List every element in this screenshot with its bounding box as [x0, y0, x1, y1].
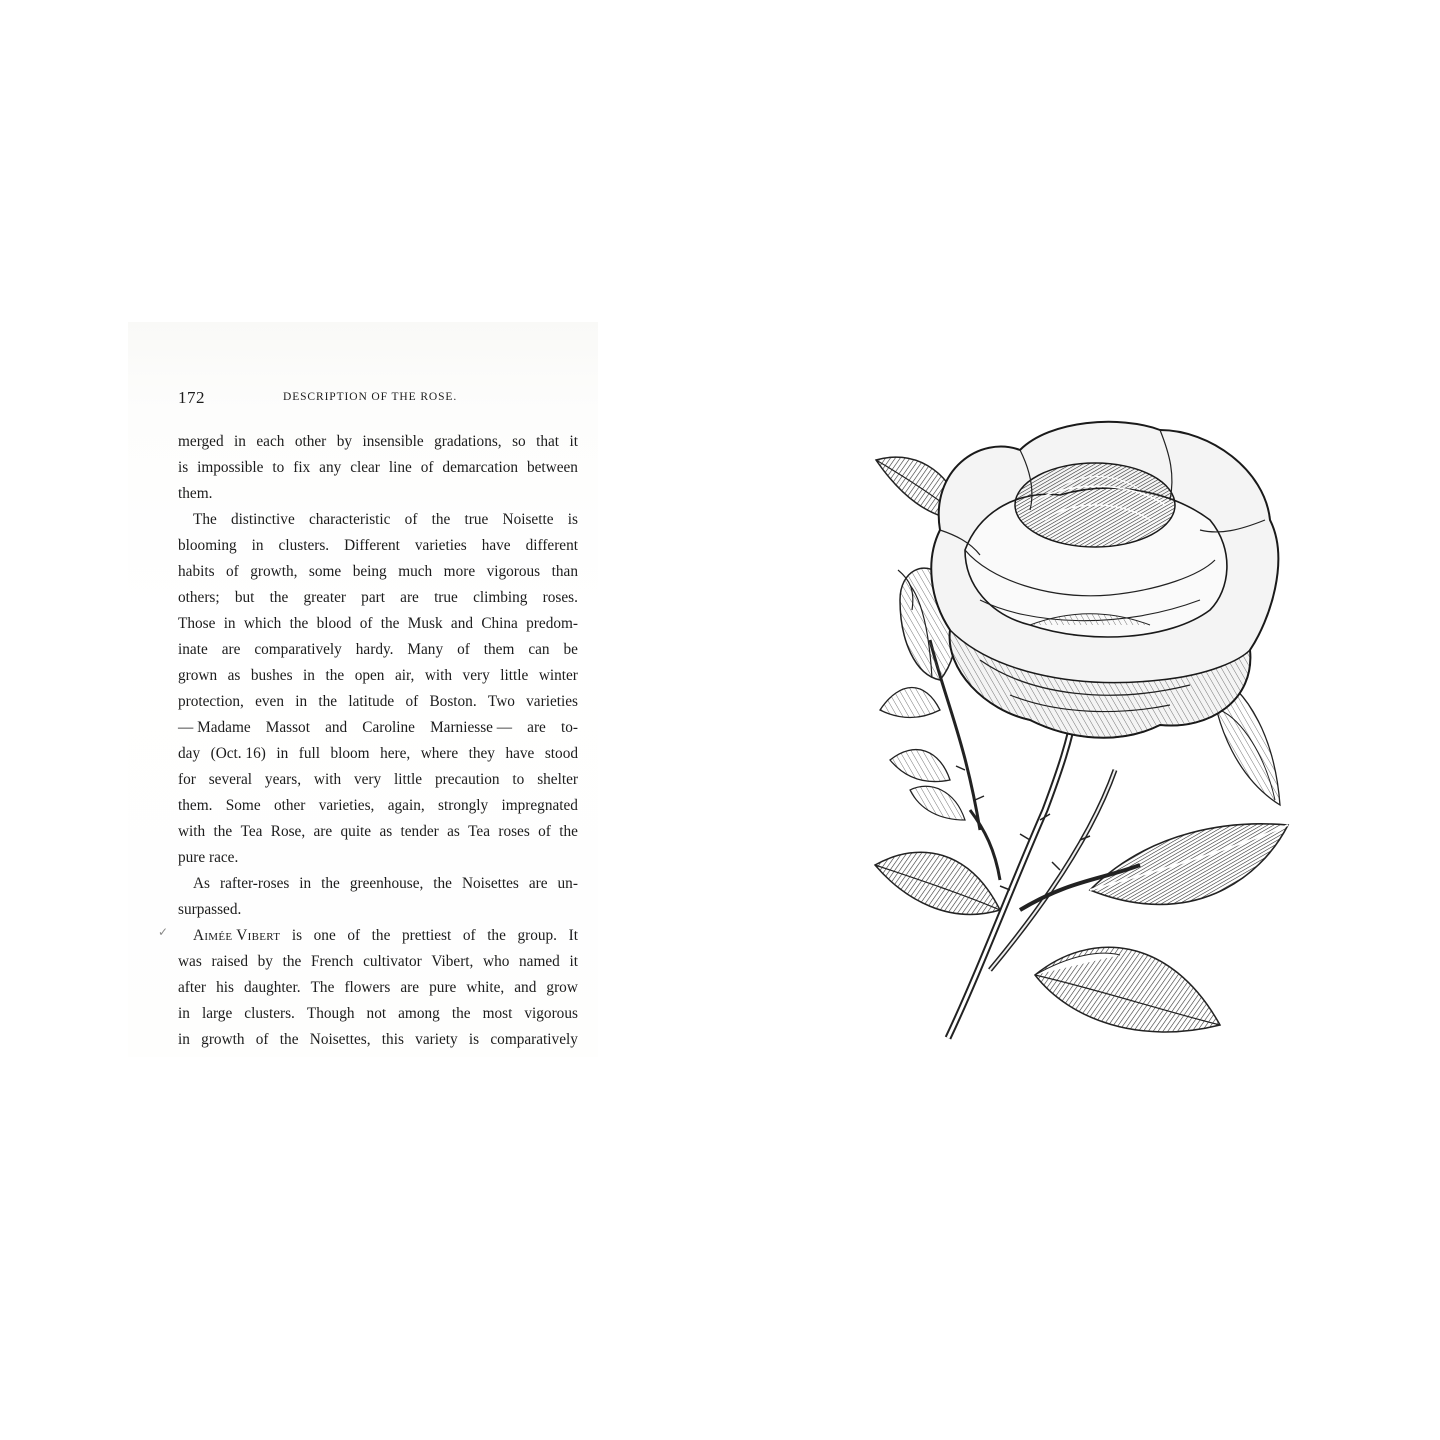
word: (Oct. 16): [210, 745, 266, 762]
text-line: [178, 741, 578, 767]
word: prettiest: [401, 927, 452, 944]
word: in: [234, 433, 246, 450]
text-line: [178, 455, 578, 481]
word: not: [366, 1005, 387, 1022]
text-line: [178, 715, 578, 741]
word: can: [528, 641, 550, 658]
word: blood: [316, 615, 352, 632]
word: of: [359, 615, 373, 632]
word: habits: [178, 563, 215, 580]
word: vigorous: [524, 1005, 578, 1022]
word: after: [178, 979, 207, 996]
word: between: [526, 459, 578, 476]
word: blooming: [178, 537, 237, 554]
word: very: [353, 771, 382, 788]
text-line: [178, 1027, 578, 1053]
text-line: [178, 767, 578, 793]
word: with: [313, 771, 342, 788]
body-text: [178, 429, 578, 1053]
word: air,: [394, 667, 415, 684]
word: merged: [178, 433, 224, 450]
word: the: [289, 615, 309, 632]
text-line: [178, 819, 578, 845]
word: the: [451, 1005, 471, 1022]
word: this: [381, 1031, 404, 1048]
text-line: [178, 923, 578, 949]
text-line: [178, 429, 578, 455]
text-line: [178, 897, 578, 923]
word: some: [308, 563, 342, 580]
word: impregnated: [501, 797, 578, 814]
word: of: [420, 459, 434, 476]
word: is: [468, 1031, 480, 1048]
word: in: [303, 667, 315, 684]
word: The: [193, 511, 217, 528]
word: Many: [407, 641, 444, 658]
word: roses.: [542, 589, 578, 606]
word: the: [325, 667, 345, 684]
word: tender: [400, 823, 439, 840]
text-line: [178, 533, 578, 559]
word: greater: [303, 589, 346, 606]
word: daughter.: [244, 979, 301, 996]
word: insensible: [362, 433, 424, 450]
word: demarcation: [442, 459, 519, 476]
word: day: [178, 745, 201, 762]
word: are: [527, 719, 546, 736]
word: true: [434, 589, 458, 606]
word: being: [352, 563, 387, 580]
word: as: [447, 823, 460, 840]
word: large: [201, 1005, 233, 1022]
word: of: [405, 693, 419, 710]
word: are: [313, 823, 333, 840]
word: cultivator: [363, 953, 422, 970]
word: in: [276, 745, 289, 762]
margin-check-mark: ✓: [158, 925, 169, 939]
word: and: [450, 615, 474, 632]
word: than: [551, 563, 578, 580]
word: them: [483, 641, 515, 658]
word: vigorous: [486, 563, 541, 580]
word: varieties: [526, 693, 578, 710]
word: the: [433, 875, 452, 892]
text-line: [178, 481, 578, 507]
word: more: [443, 563, 476, 580]
word: is: [567, 511, 578, 528]
word: rafter-roses: [219, 875, 290, 892]
word: grow: [546, 979, 578, 996]
word: very: [462, 667, 490, 684]
word: one: [313, 927, 336, 944]
text-line: [178, 559, 578, 585]
word: distinctive: [231, 511, 295, 528]
word: by: [336, 433, 353, 450]
word: Caroline: [362, 719, 415, 736]
word: climbing: [473, 589, 528, 606]
word: have: [505, 745, 535, 762]
word: Noisettes,: [309, 1031, 371, 1048]
word: them.: [178, 485, 213, 502]
word: comparatively: [254, 641, 342, 658]
word: with: [424, 667, 453, 684]
word: Tea: [240, 823, 263, 840]
word: in: [178, 1031, 190, 1048]
word: clear: [350, 459, 380, 476]
word: who: [483, 953, 510, 970]
word: Some: [225, 797, 261, 814]
word: little: [500, 667, 529, 684]
word: Aimée Vibert: [193, 927, 281, 944]
text-line: [178, 793, 578, 819]
word: precaution: [434, 771, 500, 788]
word: any: [319, 459, 342, 476]
word: so: [512, 433, 526, 450]
word: they: [468, 745, 495, 762]
word: hardy.: [355, 641, 394, 658]
word: is: [291, 927, 303, 944]
word: inate: [178, 641, 208, 658]
word: flowers: [344, 979, 391, 996]
word: shelter: [537, 771, 578, 788]
word: but: [234, 589, 255, 606]
word: Noisettes: [461, 875, 519, 892]
word: stood: [544, 745, 578, 762]
word: the: [487, 927, 506, 944]
word: Two: [487, 693, 515, 710]
word: of: [226, 563, 239, 580]
word: for: [178, 771, 196, 788]
word: of: [457, 641, 470, 658]
word: of: [347, 927, 361, 944]
word: each: [256, 433, 285, 450]
word: French: [310, 953, 354, 970]
word: of: [538, 823, 551, 840]
word: even: [255, 693, 284, 710]
word: gradations,: [434, 433, 502, 450]
word: characteristic: [308, 511, 391, 528]
word: pure: [429, 979, 457, 996]
word: white,: [466, 979, 505, 996]
word: variety: [415, 1031, 458, 1048]
word: varieties: [414, 537, 467, 554]
word: the: [559, 823, 578, 840]
word: open: [354, 667, 385, 684]
page-number: 172: [178, 388, 205, 407]
word: true: [464, 511, 489, 528]
word: bloom: [330, 745, 370, 762]
word: Tea: [468, 823, 491, 840]
word: in: [223, 615, 236, 632]
word: most: [482, 1005, 513, 1022]
word: here,: [380, 745, 411, 762]
word: of: [255, 1031, 269, 1048]
word: are: [221, 641, 241, 658]
word: Marniesse —: [430, 719, 513, 736]
word: different: [525, 537, 578, 554]
text-line: [178, 637, 578, 663]
word: protection,: [178, 693, 244, 710]
word: clusters.: [244, 1005, 295, 1022]
word: it: [569, 433, 578, 450]
word: the: [269, 589, 289, 606]
text-line: [178, 507, 578, 533]
word: are: [528, 875, 548, 892]
text-line: [178, 689, 578, 715]
word: with: [178, 823, 206, 840]
word: are: [400, 979, 420, 996]
left-page: [128, 322, 598, 1057]
word: little: [394, 771, 423, 788]
word: quite: [340, 823, 372, 840]
word: predom-: [526, 615, 578, 632]
word: others;: [178, 589, 220, 606]
word: Vibert,: [431, 953, 474, 970]
word: of: [404, 511, 418, 528]
word: to: [512, 771, 525, 788]
word: be: [563, 641, 578, 658]
word: other: [294, 433, 327, 450]
word: comparatively: [490, 1031, 578, 1048]
text-line: [178, 663, 578, 689]
word: much: [398, 563, 433, 580]
word: grown: [178, 667, 218, 684]
word: which: [243, 615, 282, 632]
word: in: [299, 875, 312, 892]
word: pure race.: [178, 849, 239, 866]
word: full: [298, 745, 320, 762]
word: have: [481, 537, 511, 554]
word: the: [371, 927, 391, 944]
word: Though: [306, 1005, 355, 1022]
running-head: [178, 388, 578, 414]
word: it: [569, 953, 578, 970]
word: greenhouse,: [349, 875, 424, 892]
word: again,: [387, 797, 425, 814]
word: as: [379, 823, 393, 840]
word: and: [514, 979, 537, 996]
rose-engraving-icon: [870, 410, 1295, 1040]
word: that: [536, 433, 560, 450]
word: Those: [178, 615, 216, 632]
word: where: [420, 745, 459, 762]
word: surpassed.: [178, 901, 242, 918]
word: the: [380, 615, 400, 632]
word: the: [213, 823, 233, 840]
word: raised: [211, 953, 248, 970]
word: other: [273, 797, 306, 814]
word: Boston.: [429, 693, 477, 710]
word: the: [321, 875, 340, 892]
word: among: [398, 1005, 440, 1022]
word: Massot: [265, 719, 310, 736]
word: China: [481, 615, 518, 632]
text-line: [178, 1001, 578, 1027]
word: to-: [560, 719, 578, 736]
word: in: [251, 537, 264, 554]
word: growth,: [250, 563, 298, 580]
word: un-: [557, 875, 578, 892]
word: Musk: [407, 615, 443, 632]
page-header-title: DESCRIPTION OF THE ROSE.: [283, 391, 458, 403]
text-line: [178, 949, 578, 975]
word: the: [279, 1031, 299, 1048]
word: strongly: [438, 797, 489, 814]
word: to: [272, 459, 285, 476]
word: roses: [498, 823, 530, 840]
word: impossible: [197, 459, 264, 476]
word: are: [400, 589, 419, 606]
word: in: [295, 693, 308, 710]
word: winter: [538, 667, 578, 684]
word: group.: [517, 927, 557, 944]
word: clusters.: [278, 537, 330, 554]
rose-illustration: [870, 410, 1295, 1040]
word: his: [216, 979, 234, 996]
word: latitude: [348, 693, 395, 710]
word: Rose,: [270, 823, 306, 840]
word: named: [519, 953, 560, 970]
word: As: [193, 875, 210, 892]
word: line: [388, 459, 412, 476]
text-line: [178, 975, 578, 1001]
word: part: [361, 589, 385, 606]
word: growth: [201, 1031, 245, 1048]
word: The: [310, 979, 335, 996]
word: years,: [264, 771, 302, 788]
word: bushes: [250, 667, 293, 684]
text-line: [178, 845, 578, 871]
word: — Madame: [178, 719, 251, 736]
word: of: [462, 927, 476, 944]
word: Noisette: [502, 511, 554, 528]
text-line: [178, 585, 578, 611]
word: as: [227, 667, 241, 684]
word: them.: [178, 797, 213, 814]
text-line: [178, 611, 578, 637]
word: the: [318, 693, 338, 710]
word: Different: [344, 537, 400, 554]
word: varieties,: [318, 797, 375, 814]
word: the: [282, 953, 302, 970]
word: several: [208, 771, 253, 788]
word: It: [568, 927, 578, 944]
word: was: [178, 953, 202, 970]
word: by: [257, 953, 273, 970]
word: is: [178, 459, 189, 476]
word: the: [431, 511, 451, 528]
word: in: [178, 1005, 190, 1022]
word: and: [325, 719, 348, 736]
word: fix: [293, 459, 311, 476]
text-line: [178, 871, 578, 897]
